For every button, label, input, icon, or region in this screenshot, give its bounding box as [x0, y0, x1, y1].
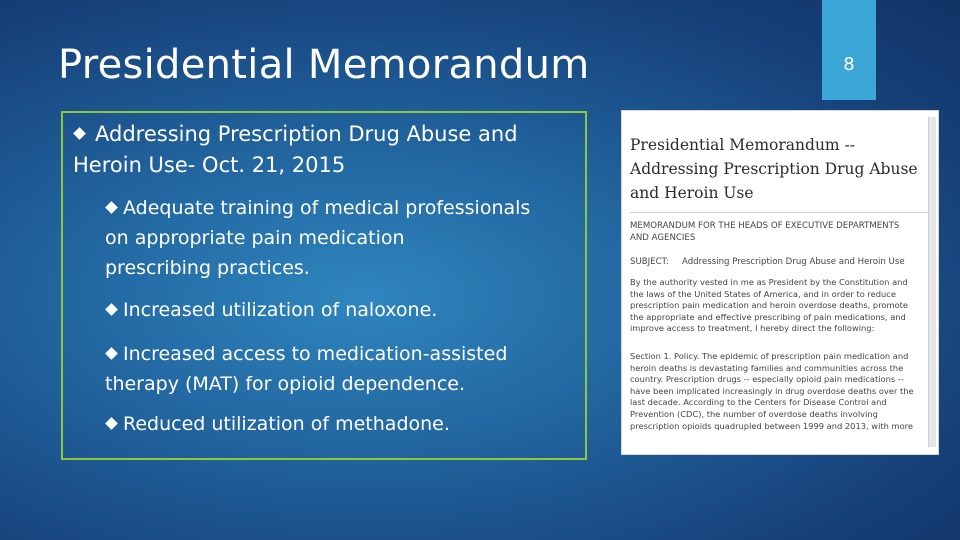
document-line: improve access to treatment, I hereby direct the following: — [630, 323, 875, 334]
diamond-bullet-icon — [105, 347, 119, 361]
sub-bullet-line: Adequate training of medical professionals — [123, 197, 531, 219]
sub-bullet-line: Increased utilization of naloxone. — [123, 299, 438, 321]
sub-bullet-text — [123, 295, 437, 325]
document-line: heroin deaths is devastating families and communities across the — [630, 362, 904, 373]
slide-title: Presidential Memorandum — [58, 42, 590, 88]
sub-bullet-line: Increased access to medication-assisted — [123, 343, 508, 365]
memorandum-screenshot — [622, 111, 938, 454]
diamond-bullet-icon — [105, 303, 119, 317]
page-number-tab — [822, 0, 876, 100]
sub-bullet-naloxone — [105, 295, 585, 325]
sub-bullet-text — [105, 193, 531, 283]
sub-bullet-line: on appropriate pain medication — [105, 227, 405, 249]
sub-bullet-line: therapy (MAT) for opioid dependence. — [105, 373, 466, 395]
document-line: country. Prescription drugs -- especially opioid pain medications -- — [630, 374, 904, 385]
main-bullet — [73, 119, 573, 181]
document-addressee-line: MEMORANDUM FOR THE HEADS OF EXECUTIVE DEPARTMENTS — [630, 221, 900, 231]
main-bullet-line: Heroin Use- Oct. 21, 2015 — [73, 153, 346, 177]
document-addressee-line: AND AGENCIES — [630, 233, 696, 243]
diamond-bullet-icon — [105, 201, 119, 215]
sub-bullet-text — [123, 409, 450, 439]
document-line: the laws of the United States of America, and in order to reduce — [630, 288, 896, 299]
document-title — [630, 133, 928, 205]
main-bullet-text — [73, 119, 518, 181]
sub-bullet-text — [105, 339, 508, 399]
bullet-content-box — [61, 111, 587, 460]
document-subject-text: Addressing Prescription Drug Abuse and Heroin Use — [682, 257, 905, 267]
document-paragraph-policy — [630, 351, 922, 432]
document-line: the appropriate and effective prescribing of pain medications, and — [630, 311, 906, 322]
document-line: By the authority vested in me as President by the Constitution and — [630, 277, 908, 287]
diamond-bullet-icon — [73, 127, 87, 141]
document-title-line: and Heroin Use — [630, 184, 754, 202]
document-paragraph-authority — [630, 277, 922, 335]
sub-bullet-line: Reduced utilization of methadone. — [123, 413, 450, 435]
sub-bullet-methadone — [105, 409, 585, 439]
document-scrollbar — [928, 117, 936, 447]
document-divider — [630, 212, 928, 213]
document-line: Section 1. Policy. The epidemic of prescription pain medication and — [630, 351, 909, 361]
document-title-line: Presidential Memorandum -- — [630, 136, 856, 154]
diamond-bullet-icon — [105, 417, 119, 431]
document-line: have been implicated increasingly in drug overdose deaths over the — [630, 385, 914, 396]
document-title-line: Addressing Prescription Drug Abuse — [630, 160, 918, 178]
page-number: 8 — [843, 54, 855, 75]
main-bullet-line: Addressing Prescription Drug Abuse and — [95, 122, 518, 146]
sub-bullet-mat — [105, 339, 585, 399]
document-addressee — [630, 220, 920, 244]
document-subject-label: SUBJECT: — [630, 257, 669, 267]
sub-bullet-line: prescribing practices. — [105, 257, 310, 279]
document-line: Prevention (CDC), the number of overdose deaths involving — [630, 408, 878, 419]
document-line: prescription opioids quadrupled between 1999 and 2013, with more — [630, 420, 914, 431]
document-line: prescription pain medication and heroin overdose deaths, promote — [630, 300, 909, 311]
document-line: last decade. According to the Centers for Disease Control and — [630, 397, 887, 408]
document-subject — [630, 256, 928, 268]
sub-bullet-training — [105, 193, 585, 283]
